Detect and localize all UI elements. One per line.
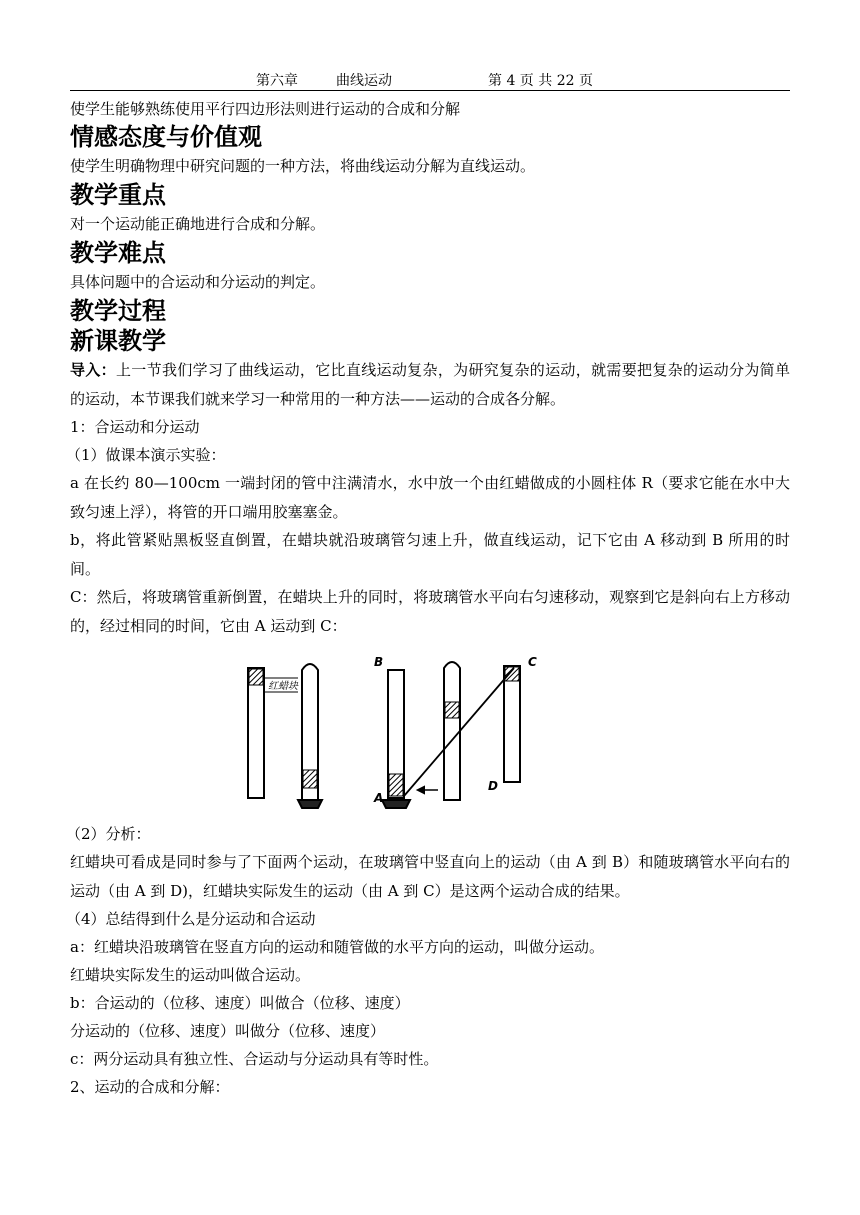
analysis-text: 红蜡块可看成是同时参与了下面两个运动，在玻璃管中竖直向上的运动（由 A 到 B）和随玻璃管水平向右的运动（由 A 到 D)，红蜡块实际发生的运动（由 A 到 C）是这两个运动合成的结果。: [70, 853, 790, 900]
emotion-text: 使学生明确物理中研究问题的一种方法，将曲线运动分解为直线运动。: [70, 157, 536, 175]
heading-emotion: 情感态度与价值观: [70, 123, 262, 151]
intro-lead: 导入：: [70, 361, 116, 379]
wax-label: 红蜡块: [268, 681, 298, 692]
key-points-text: 对一个运动能正确地进行合成和分解。: [70, 215, 326, 233]
experiment-step-a: a 在长约 80—100cm 一端封闭的管中注满清水，水中放一个由红蜡做成的小圆柱体 R（要求它能在水中大致匀速上浮），将管的开口端用胶塞塞金。: [70, 474, 790, 521]
difficulties-text: 具体问题中的合运动和分运动的判定。: [70, 273, 326, 291]
label-d: D: [488, 779, 498, 793]
summary-b: b：合运动的（位移、速度）叫做合（位移、速度）: [70, 994, 410, 1012]
experiment-title: （1）做课本演示实验：: [66, 446, 226, 464]
intro-text: 上一节我们学习了曲线运动，它比直线运动复杂，为研究复杂的运动，就需要把复杂的运动分为简单的运动，本节课我们就来学习一种常用的一种方法——运动的合成各分解。: [70, 361, 790, 408]
objective-line: 使学生能够熟练使用平行四边形法则进行运动的合成和分解: [70, 100, 461, 118]
chapter-number: 第六章: [256, 73, 298, 89]
summary-a: a：红蜡块沿玻璃管在竖直方向的运动和随管做的水平方向的运动，叫做分运动。: [70, 938, 604, 956]
page-header: [70, 68, 790, 91]
label-b: B: [374, 655, 384, 669]
summary-a2: 红蜡块实际发生的运动叫做合运动。: [70, 966, 311, 984]
summary-c: c：两分运动具有独立性、合运动与分运动具有等时性。: [70, 1050, 439, 1068]
label-c: C: [528, 655, 537, 669]
chapter-title: 曲线运动: [336, 73, 392, 89]
summary-b2: 分运动的（位移、速度）叫做分（位移、速度）: [70, 1022, 386, 1040]
experiment-step-c: C：然后，将玻璃管重新倒置，在蜡块上升的同时，将玻璃管水平向右匀速移动，观察到它是斜向右上方移动的，经过相同的时间，它由 A 运动到 C：: [70, 588, 790, 635]
experiment-figure: [70, 640, 790, 820]
heading-process: 教学过程: [70, 297, 166, 325]
label-a: A: [374, 791, 384, 805]
analysis-title: （2）分析：: [66, 825, 151, 843]
heading-difficulties: 教学难点: [70, 239, 166, 267]
page-info: 第 4 页 共 22 页: [488, 73, 593, 89]
section2-title: 2、运动的合成和分解：: [70, 1078, 230, 1096]
document-body: [66, 96, 790, 1101]
summary-title: （4）总结得到什么是分运动和合运动: [66, 910, 316, 928]
heading-key-points: 教学重点: [70, 181, 166, 209]
tube-diagram: [242, 650, 602, 815]
heading-new-lesson: 新课教学: [70, 327, 166, 355]
section1-title: 1：合运动和分运动: [70, 418, 200, 436]
intro-paragraph: [70, 356, 790, 413]
experiment-step-b: b，将此管紧贴黑板竖直倒置，在蜡块就沿玻璃管匀速上升，做直线运动，记下它由 A 移动到 B 所用的时间。: [70, 531, 790, 578]
